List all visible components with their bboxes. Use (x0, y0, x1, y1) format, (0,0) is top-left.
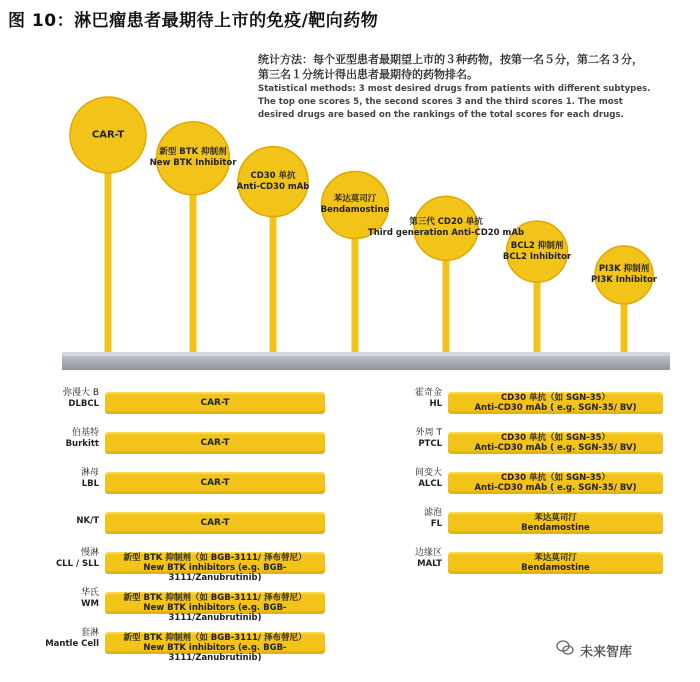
drug-name-en: CAR-T (200, 478, 230, 488)
drug-name-en: CAR-T (200, 398, 230, 408)
lollipop-label-cn: 第三代 CD20 单抗 (409, 217, 483, 228)
wechat-icon (556, 640, 574, 656)
drug-bar (105, 432, 325, 454)
subtype-label-cn: 滤泡 (423, 508, 442, 518)
subtype-label (29, 468, 99, 490)
drug-name-en: New BTK inhibitors (e.g. BGB-3111/Zanubrutinib) (143, 643, 287, 663)
subtype-label-en: MALT (417, 559, 442, 569)
subtype-label (372, 388, 442, 410)
lollipop-label-en: Bendamostine (320, 205, 390, 215)
lollipop-label-cn: 苯达莫司汀 (333, 194, 377, 204)
note-cn-line2: 第三名１分统计得出患者最期待的药物排名。 (258, 68, 478, 81)
subtype-label (29, 628, 99, 650)
subtype-label-en: LBL (81, 479, 99, 489)
drug-name-cn: 新型 BTK 抑制剂（如 BGB-3111/ 泽布替尼） (123, 593, 307, 603)
subtype-label (29, 388, 99, 410)
drug-name-en: Anti-CD30 mAb ( e.g. SGN-35/ BV) (474, 443, 637, 453)
subtype-label (372, 468, 442, 490)
drug-bar (448, 392, 663, 414)
subtype-label-en: CLL / SLL (55, 559, 99, 569)
right-subtype-row (414, 468, 663, 498)
subtype-label-cn: 淋母 (80, 468, 99, 478)
lollipop-label (591, 264, 657, 286)
subtype-label-cn: 间变大 (414, 468, 442, 478)
drug-name-cn: CD30 单抗（如 SGN-35） (500, 393, 611, 403)
drug-name-cn: CD30 单抗（如 SGN-35） (500, 433, 611, 443)
drug-name-cn: CD30 单抗（如 SGN-35） (500, 473, 611, 483)
drug-bar (105, 552, 325, 583)
lollipop-label-cn: CD30 单抗 (250, 170, 296, 181)
left-subtype-row (65, 428, 325, 458)
subtype-label-cn: 伯基特 (71, 428, 99, 438)
drug-name-cn: 新型 BTK 抑制剂（如 BGB-3111/ 泽布替尼） (123, 553, 307, 563)
drug-name-en: Anti-CD30 mAb ( e.g. SGN-35/ BV) (474, 403, 637, 413)
drug-name-en: Bendamostine (521, 523, 590, 533)
subtype-label-en: DLBCL (68, 399, 99, 409)
drug-name-cn: 苯达莫司汀 (534, 513, 577, 523)
drug-bar (105, 392, 325, 414)
lollipop-label (150, 147, 237, 169)
subtype-label-cn: 弥漫大 B (62, 388, 99, 398)
subtype-label-en: PTCL (418, 439, 442, 449)
subtype-label (372, 428, 442, 450)
subtype-label (29, 588, 99, 610)
figure-title: 图 10：淋巴瘤患者最期待上市的免疫/靶向药物 (8, 11, 379, 31)
lollipop-label-en: Anti-CD30 mAb (236, 181, 310, 192)
subtype-label-en: ALCL (418, 479, 442, 489)
drug-name-en: New BTK inhibitors (e.g. BGB-3111/Zanubrutinib) (143, 603, 287, 623)
drug-bar (448, 512, 663, 534)
subtype-label-cn: 套淋 (80, 628, 99, 638)
drug-bar (448, 472, 663, 494)
right-subtype-row (414, 548, 663, 578)
subtype-label-en: HL (429, 399, 442, 409)
right-subtype-row (415, 428, 663, 458)
lollipop-label-cn: 新型 BTK 抑制剂 (159, 147, 227, 158)
subtype-label-en: NK/T (76, 516, 99, 526)
drug-name-en: Anti-CD30 mAb ( e.g. SGN-35/ BV) (474, 483, 637, 493)
left-subtype-row (45, 628, 325, 663)
shelf (62, 356, 670, 370)
lollipop-label (237, 171, 310, 193)
lollipop-label (321, 194, 390, 216)
drug-bar (105, 512, 325, 534)
drug-name-en: New BTK inhibitors (e.g. BGB-3111/Zanubrutinib) (143, 563, 287, 583)
right-subtype-row (414, 388, 663, 418)
lollipop-label-en: CAR-T (91, 129, 125, 141)
left-subtype-row (76, 508, 325, 538)
lollipop-label (368, 217, 524, 239)
subtype-label-cn: 霍奇金 (414, 388, 442, 398)
watermark-text: 未来智库 (580, 645, 633, 660)
drug-bar (105, 472, 325, 494)
left-subtype-row (55, 548, 325, 583)
left-subtype-row (80, 468, 325, 498)
subtype-label-cn: 华氏 (80, 588, 99, 598)
note-en-line3: desired drugs are based on the rankings of the total scores for each drugs. (258, 110, 624, 120)
subtype-label-en: WM (81, 599, 99, 609)
note-en-line2: The top one scores 5, the second scores 3 and the third scores 1. The most (258, 97, 623, 107)
lollipop-label (92, 130, 124, 141)
lollipop-label-en: New BTK Inhibitor (149, 158, 237, 169)
lollipop-label-cn: BCL2 抑制剂 (510, 240, 564, 251)
subtype-label-cn: 慢淋 (80, 548, 99, 558)
subtype-label (372, 508, 442, 530)
subtype-label (29, 548, 99, 570)
drug-bar (105, 632, 325, 663)
left-subtype-row (62, 388, 325, 418)
note-en-line1: Statistical methods: 3 most desired drugs from patients with different subtypes. (258, 84, 651, 94)
left-subtype-row (80, 588, 325, 623)
note-cn-line1: 统计方法：每个亚型患者最期望上市的３种药物，按第一名５分，第二名３分， (258, 53, 643, 66)
drug-name-cn: 新型 BTK 抑制剂（如 BGB-3111/ 泽布替尼） (123, 633, 307, 643)
right-subtype-row (423, 508, 663, 538)
subtype-label (372, 548, 442, 570)
lollipop-label-cn: PI3K 抑制剂 (598, 264, 650, 274)
subtype-label-en: Mantle Cell (45, 639, 99, 649)
subtype-label (29, 428, 99, 450)
subtype-label-cn: 边缘区 (414, 548, 442, 558)
drug-bar (448, 432, 663, 454)
subtype-label-en: FL (430, 519, 442, 529)
drug-name-en: CAR-T (200, 438, 230, 448)
lollipop-label-en: BCL2 Inhibitor (502, 251, 572, 262)
drug-name-cn: 苯达莫司汀 (534, 553, 577, 563)
subtype-label-cn: 外周 T (415, 428, 442, 438)
subtype-label (29, 516, 99, 527)
lollipop-label-en: Third generation Anti-CD20 mAb (367, 228, 525, 239)
drug-bar (448, 552, 663, 574)
drug-name-en: CAR-T (200, 518, 230, 528)
lollipop-label-en: PI3K Inhibitor (590, 275, 658, 285)
lollipop-label (503, 241, 571, 263)
drug-name-en: Bendamostine (521, 563, 590, 573)
drug-bar (105, 592, 325, 623)
subtype-label-en: Burkitt (65, 439, 99, 449)
